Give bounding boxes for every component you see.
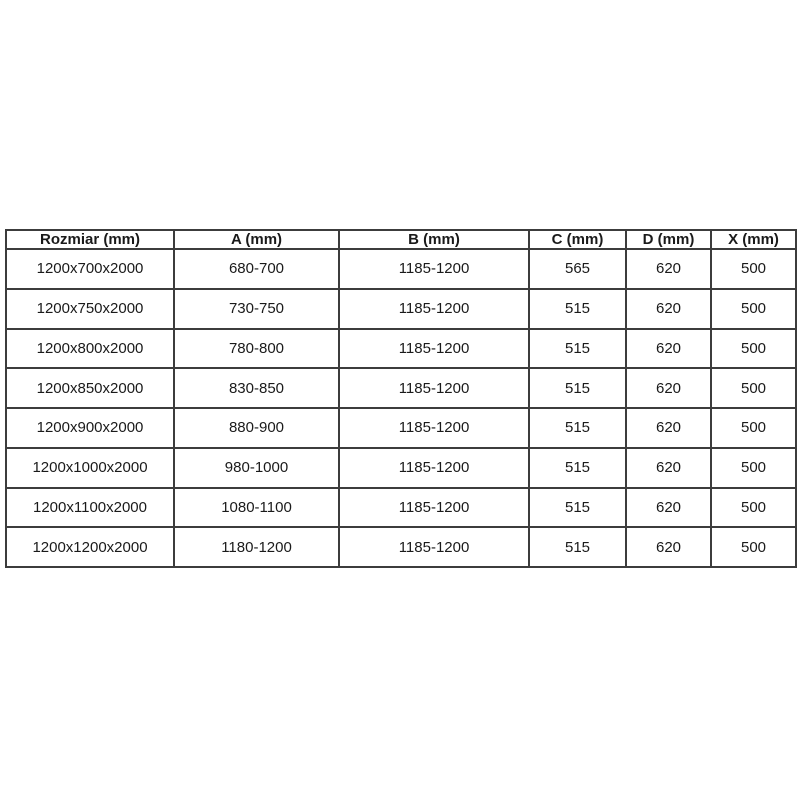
cell-rozmiar: 1200x1000x2000 [6,448,174,488]
cell-b: 1185-1200 [339,289,529,329]
column-header-c: C (mm) [529,230,626,249]
column-header-b: B (mm) [339,230,529,249]
cell-rozmiar: 1200x1200x2000 [6,527,174,567]
cell-rozmiar: 1200x800x2000 [6,329,174,369]
table-row [6,329,796,369]
cell-a: 880-900 [174,408,339,448]
cell-c: 515 [529,289,626,329]
column-header-d: D (mm) [626,230,711,249]
table-row [6,249,796,289]
cell-rozmiar: 1200x750x2000 [6,289,174,329]
cell-c: 565 [529,249,626,289]
cell-x: 500 [711,249,796,289]
cell-b: 1185-1200 [339,527,529,567]
cell-c: 515 [529,408,626,448]
cell-a: 730-750 [174,289,339,329]
cell-x: 500 [711,408,796,448]
cell-d: 620 [626,249,711,289]
cell-a: 980-1000 [174,448,339,488]
cell-rozmiar: 1200x700x2000 [6,249,174,289]
cell-rozmiar: 1200x1100x2000 [6,488,174,528]
cell-d: 620 [626,448,711,488]
table-row [6,488,796,528]
cell-c: 515 [529,368,626,408]
cell-b: 1185-1200 [339,368,529,408]
table-header-row [6,230,796,249]
cell-b: 1185-1200 [339,249,529,289]
cell-x: 500 [711,289,796,329]
table-row [6,289,796,329]
cell-c: 515 [529,527,626,567]
cell-c: 515 [529,488,626,528]
dimensions-table [5,229,797,568]
cell-a: 1180-1200 [174,527,339,567]
cell-d: 620 [626,329,711,369]
cell-a: 1080-1100 [174,488,339,528]
cell-d: 620 [626,368,711,408]
table-row [6,368,796,408]
cell-d: 620 [626,527,711,567]
cell-a: 680-700 [174,249,339,289]
column-header-rozmiar: Rozmiar (mm) [6,230,174,249]
cell-x: 500 [711,448,796,488]
cell-d: 620 [626,488,711,528]
cell-b: 1185-1200 [339,408,529,448]
cell-x: 500 [711,368,796,408]
cell-x: 500 [711,527,796,567]
cell-c: 515 [529,329,626,369]
cell-b: 1185-1200 [339,329,529,369]
cell-d: 620 [626,289,711,329]
cell-rozmiar: 1200x850x2000 [6,368,174,408]
cell-a: 830-850 [174,368,339,408]
cell-x: 500 [711,488,796,528]
table-row [6,448,796,488]
cell-b: 1185-1200 [339,488,529,528]
cell-a: 780-800 [174,329,339,369]
cell-x: 500 [711,329,796,369]
cell-b: 1185-1200 [339,448,529,488]
column-header-a: A (mm) [174,230,339,249]
cell-d: 620 [626,408,711,448]
column-header-x: X (mm) [711,230,796,249]
table-row [6,408,796,448]
cell-rozmiar: 1200x900x2000 [6,408,174,448]
cell-c: 515 [529,448,626,488]
table-row [6,527,796,567]
